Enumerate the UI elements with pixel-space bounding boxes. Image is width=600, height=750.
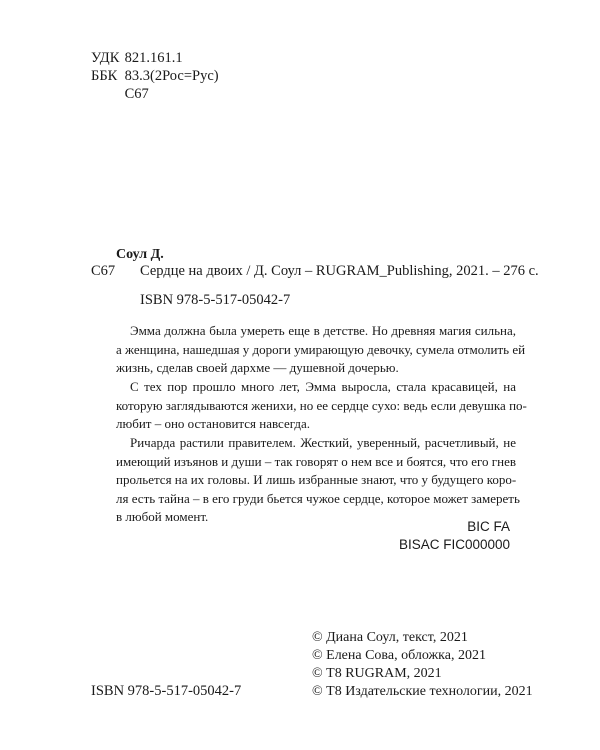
annotation-line: имеющий изъянов и души – так говорят о нем все и боятся, что его гнев xyxy=(116,453,516,469)
annotation-line: любит – оно остановится навсегда. xyxy=(116,416,311,431)
copyright-line: © Т8 Издательские технологии, 2021 xyxy=(312,684,533,699)
bbk-row xyxy=(91,67,219,85)
annotation-line: а женщина, нашедшая у дороги умирающую девочку, сумела отмолить ей xyxy=(116,341,526,357)
isbn-top: ISBN 978-5-517-05042-7 xyxy=(140,292,291,308)
annotation-paragraph-2 xyxy=(116,378,527,434)
udk-value: 821.161.1 xyxy=(124,50,183,66)
copyright-line: © Диана Соул, текст, 2021 xyxy=(312,630,468,645)
copyright-line: © Т8 RUGRAM, 2021 xyxy=(312,666,442,681)
annotation-line: прольется на их головы. И лишь избранные знают, что у будущего коро- xyxy=(116,472,517,487)
annotation-line: в любой момент. xyxy=(116,509,209,524)
bbk-label: ББК xyxy=(91,68,118,84)
author-mark-row xyxy=(91,85,149,103)
annotation-paragraph-1 xyxy=(116,322,526,378)
bib-author-mark: С67 xyxy=(91,263,116,279)
bisac-code: BISAC FIC000000 xyxy=(398,537,510,552)
udk-row xyxy=(91,49,183,67)
bbk-value: 83.3(2Рос=Рус) xyxy=(124,68,219,84)
bic-code: BIC FA xyxy=(467,519,510,534)
annotation-line: Эмма должна была умереть еще в детстве. Но древняя магия сильна, xyxy=(130,323,516,338)
annotation-line: Ричарда растили правителем. Жесткий, уверенный, расчетливый, не xyxy=(130,435,516,450)
author-mark-value: С67 xyxy=(124,86,149,102)
annotation-line: которую заглядываются женихи, но ее сердце сухо: ведь если девушка по- xyxy=(116,397,527,413)
isbn-bottom: ISBN 978-5-517-05042-7 xyxy=(91,683,242,699)
copyright-line: © Елена Сова, обложка, 2021 xyxy=(312,648,486,663)
annotation-paragraph-3 xyxy=(116,434,520,527)
annotation-line: жизнь, сделав своей дархме — душевной дочерью. xyxy=(116,360,399,375)
author-name: Соул Д. xyxy=(116,247,164,262)
annotation-line: С тех пор прошло много лет, Эмма выросла, стала красавицей, на xyxy=(130,379,516,394)
bib-record: Сердце на двоих / Д. Соул – RUGRAM_Publishing, 2021. – 276 с. xyxy=(140,263,539,279)
udk-label: УДК xyxy=(91,50,120,66)
annotation-line: ля есть тайна – в его груди бьется чужое сердце, которое может замереть xyxy=(116,490,520,506)
